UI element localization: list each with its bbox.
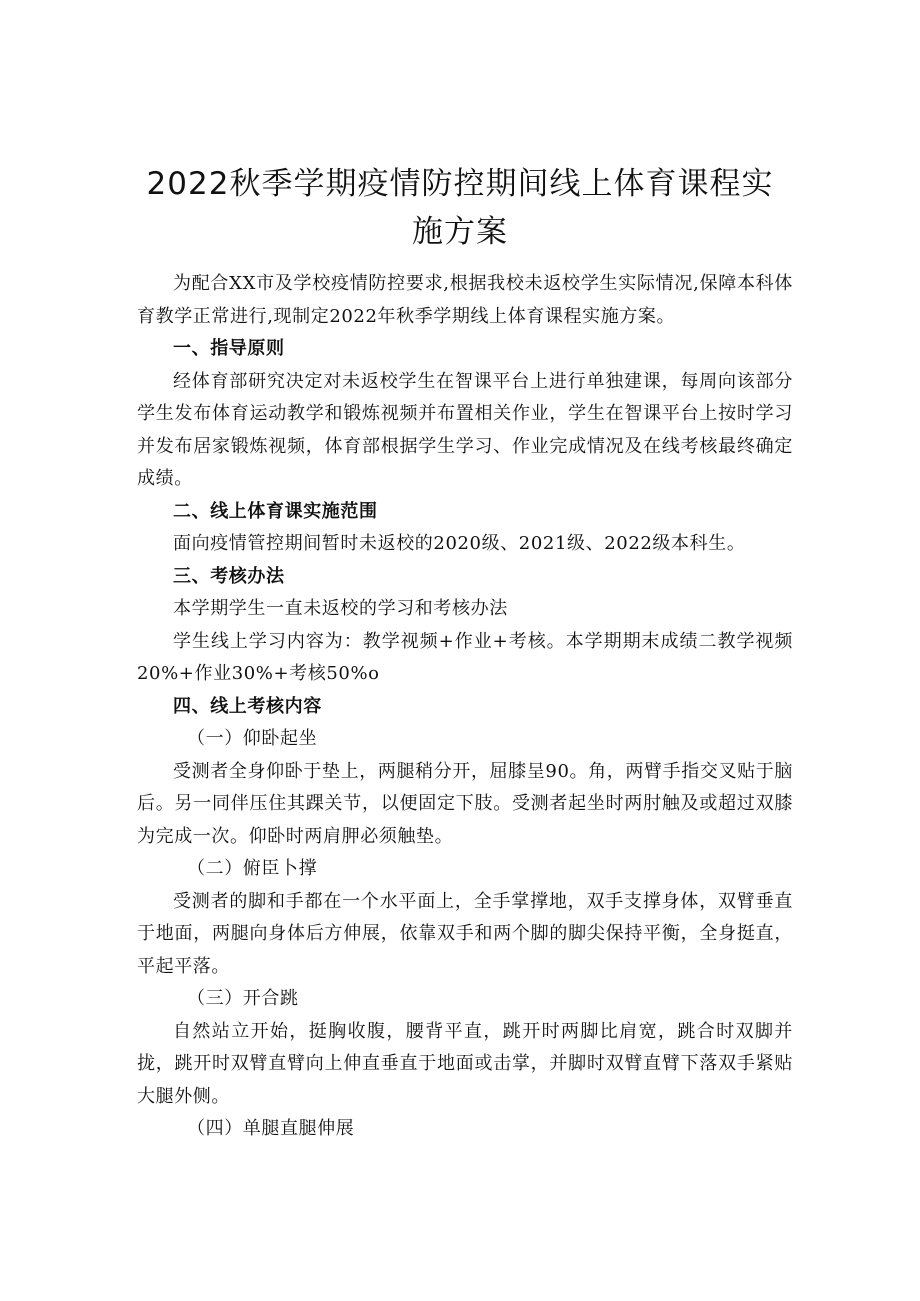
section-body-assessment-line-2: 学生线上学习内容为：教学视频+作业+考核。本学期期末成绩二教学视频20%+作业30%+考核50%o (137, 630, 793, 684)
item-body-jumping-jacks: 自然站立开始，挺胸收腹，腰背平直，跳开时两脚比肩宽，跳合时双脚并拢，跳开时双臂直臂向上伸直垂直于地面或击掌，并脚时双臂直臂下落双手紧贴大腿外侧。 (137, 1020, 793, 1107)
section-heading-guiding-principles: 一、指导原则 (173, 338, 285, 359)
item-title-sit-ups: （一）仰卧起坐 (187, 728, 318, 749)
item-title-jumping-jacks: （三）开合跳 (187, 988, 299, 1009)
section-body-guiding-principles: 经体育部研究决定对未返校学生在智课平台上进行单独建课，每周向该部分学生发布体育运动教学和锻炼视频并布置相关作业，学生在智课平台上按时学习并发布居家锻炼视频，体育部根据学生学习、作业完成情况及在线考核最终确定成绩。 (137, 370, 793, 489)
section-body-scope: 面向疫情管控期间暂时未返校的2020级、2021级、2022级本科生。 (173, 533, 746, 554)
item-title-single-leg-stretch: （四）单腿直腿伸展 (187, 1118, 355, 1139)
document-title-line-1: 2022秋季学期疫情防控期间线上体育课程实 (146, 166, 774, 202)
section-heading-online-content: 四、线上考核内容 (173, 695, 322, 717)
section-heading-assessment: 三、考核办法 (173, 565, 285, 587)
intro-paragraph: 为配合XX市及学校疫情防控要求,根据我校未返校学生实际情况,保障本科体育教学正常进行,现制定2022年秋季学期线上体育课程实施方案。 (137, 273, 793, 327)
item-title-push-ups: （二）俯臣卜撑 (187, 858, 318, 879)
document-title-line-2: 施方案 (412, 214, 508, 250)
section-heading-scope: 二、线上体育课实施范围 (173, 500, 378, 522)
document-body (137, 268, 793, 1146)
section-body-assessment-line-1: 本学期学生一直未返校的学习和考核办法 (173, 598, 508, 619)
item-body-sit-ups: 受测者全身仰卧于垫上，两腿稍分开，屈膝呈90。角，两臂手指交叉贴于脑后。另一同伴压住其踝关节，以便固定下肢。受测者起坐时两肘触及或超过双膝为完成一次。仰卧时两肩胛必须触垫。 (137, 760, 793, 847)
item-body-push-ups: 受测者的脚和手都在一个水平面上，全手掌撑地，双手支撑身体，双臂垂直于地面，两腿向身体后方伸展，依靠双手和两个脚的脚尖保持平衡，全身挺直，平起平落。 (137, 890, 793, 977)
